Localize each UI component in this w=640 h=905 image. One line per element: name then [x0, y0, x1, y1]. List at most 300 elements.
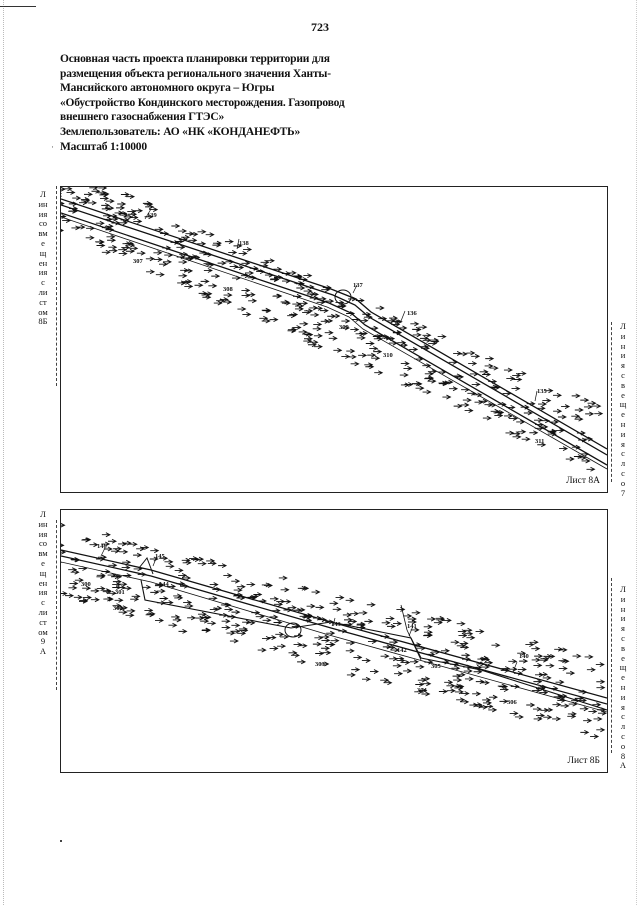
hatch-mark: [313, 327, 321, 331]
hatch-mark: [231, 579, 239, 583]
hatch-mark: [584, 405, 592, 409]
hatch-mark: [416, 386, 424, 390]
hatch-mark: [234, 588, 242, 592]
hatch-mark: [74, 595, 82, 599]
hatch-mark: [512, 373, 520, 377]
hatch-mark: [218, 564, 226, 568]
match-line-fragment: е: [621, 672, 625, 683]
match-line-fragment: с: [41, 597, 45, 608]
point-number-label: 139: [147, 212, 157, 219]
hatch-mark: [522, 437, 530, 441]
vegetation-hatching: [61, 187, 602, 471]
hatch-mark: [510, 711, 518, 715]
hatch-mark: [356, 332, 364, 336]
hatch-mark: [223, 574, 231, 578]
hatch-mark: [243, 248, 251, 252]
hatch-mark: [321, 646, 329, 650]
hatch-mark: [288, 651, 296, 655]
hatch-mark: [353, 655, 361, 659]
hatch-mark: [277, 644, 285, 648]
hatch-mark: [369, 347, 377, 351]
match-line-fragment: Л: [40, 189, 46, 199]
hatch-mark: [329, 336, 337, 340]
pipeline-corridor: [61, 199, 607, 469]
hatch-mark: [184, 269, 192, 273]
match-line-fragment: я: [621, 623, 625, 634]
match-line-fragment: щ: [39, 567, 47, 578]
match-line-fragment: ин: [38, 198, 48, 209]
hatch-mark: [178, 629, 186, 633]
hatch-mark: [511, 387, 519, 391]
hatch-mark: [346, 598, 354, 602]
hatch-mark: [134, 209, 142, 213]
title-line-1: Основная часть проекта планировки территории для: [60, 53, 330, 65]
hatch-mark: [343, 613, 351, 617]
hatch-mark: [568, 712, 576, 716]
point-number-label: 141: [407, 623, 417, 630]
hatch-mark: [312, 590, 320, 594]
hatch-mark: [533, 707, 541, 711]
hatch-mark: [259, 316, 267, 320]
hatch-mark: [553, 409, 561, 413]
scan-speck: [60, 840, 62, 842]
match-line-fragment: е: [41, 557, 45, 568]
hatch-mark: [534, 654, 542, 658]
hatch-mark: [178, 229, 186, 233]
right-match-bar-sheet-8b: [611, 578, 612, 753]
hatch-mark: [460, 700, 468, 704]
point-number-label: 307: [133, 258, 143, 265]
hatch-mark: [313, 322, 321, 326]
hatch-mark: [292, 302, 300, 306]
hatch-mark: [410, 322, 418, 326]
hatch-mark: [575, 408, 583, 412]
hatch-mark: [526, 703, 534, 707]
hatch-mark: [68, 586, 76, 590]
hatch-mark: [107, 235, 115, 239]
land-user-line: Землепользователь: АО «НК «КОНДАНЕФТЬ»: [60, 125, 300, 138]
hatch-mark: [72, 196, 80, 200]
hatch-mark: [196, 616, 204, 620]
point-number-label: 301: [115, 589, 125, 596]
hatch-mark: [69, 581, 77, 585]
match-line-fragment: и: [620, 428, 626, 439]
hatch-mark: [168, 623, 176, 627]
hatch-mark: [454, 404, 462, 408]
hatch-mark: [561, 704, 569, 708]
hatch-mark: [531, 647, 539, 651]
hatch-mark: [357, 336, 365, 340]
match-line-fragment: о: [620, 740, 626, 751]
hatch-mark: [61, 228, 63, 232]
hatch-mark: [214, 301, 222, 305]
point-number-label: 303: [315, 661, 325, 668]
hatch-mark: [206, 233, 214, 237]
hatch-mark: [185, 232, 193, 236]
hatch-mark: [178, 274, 186, 278]
hatch-mark: [61, 591, 67, 595]
hatch-mark: [580, 707, 588, 711]
match-line-fragment: и: [620, 691, 626, 702]
hatch-mark: [466, 636, 474, 640]
hatch-mark: [86, 236, 94, 240]
match-line-fragment: ия: [38, 267, 48, 278]
hatch-mark: [590, 735, 598, 739]
match-line-fragment: с: [621, 467, 625, 478]
hatch-mark: [270, 646, 278, 650]
hatch-mark: [536, 714, 544, 718]
hatch-mark: [362, 677, 370, 681]
hatch-mark: [472, 692, 480, 696]
hatch-mark: [586, 467, 594, 471]
point-number-label: 302: [113, 605, 123, 612]
hatch-mark: [346, 649, 354, 653]
match-line-fragment: щ: [39, 247, 47, 258]
hatch-mark: [231, 610, 239, 614]
hatch-mark: [304, 289, 312, 293]
hatch-mark: [401, 362, 409, 366]
hatch-mark: [262, 319, 270, 323]
point-number-label: 309: [339, 324, 349, 331]
hatch-mark: [200, 619, 208, 623]
hatch-mark: [449, 387, 457, 391]
hatch-mark: [155, 618, 163, 622]
hatch-mark: [596, 680, 604, 684]
page-number: 723: [311, 20, 329, 34]
hatch-mark: [592, 404, 600, 408]
hatch-mark: [580, 730, 588, 734]
hatch-mark: [396, 607, 404, 611]
hatch-mark: [242, 312, 250, 316]
hatch-mark: [416, 665, 424, 669]
sheet-label-8a: Лист 8А: [566, 476, 600, 486]
hatch-mark: [351, 362, 359, 366]
hatch-mark: [133, 553, 141, 557]
document-title-block: [60, 52, 380, 154]
hatch-mark: [316, 605, 324, 609]
hatch-mark: [175, 568, 183, 572]
hatch-mark: [524, 411, 532, 415]
match-line-fragment: с: [621, 448, 625, 459]
hatch-mark: [119, 550, 127, 554]
hatch-mark: [178, 573, 186, 577]
hatch-mark: [111, 549, 119, 553]
match-line-fragment: я: [621, 701, 625, 712]
match-line-fragment: н: [620, 681, 626, 692]
hatch-mark: [247, 583, 255, 587]
hatch-mark: [488, 708, 496, 712]
hatch-mark: [588, 401, 596, 405]
hatch-mark: [164, 560, 172, 564]
hatch-mark: [383, 645, 391, 649]
hatch-mark: [153, 251, 161, 255]
hatch-mark: [423, 390, 431, 394]
hatch-mark: [202, 295, 210, 299]
point-number-label: 305: [431, 663, 441, 670]
hatch-mark: [91, 598, 99, 602]
hatch-mark: [451, 640, 459, 644]
hatch-mark: [559, 447, 567, 451]
hatch-mark: [126, 249, 134, 253]
hatch-mark: [394, 672, 402, 676]
hatch-mark: [456, 698, 464, 702]
hatch-mark: [393, 664, 401, 668]
point-number-label: 146: [97, 543, 107, 550]
hatch-mark: [367, 603, 375, 607]
hatch-mark: [174, 596, 182, 600]
hatch-mark: [281, 588, 289, 592]
hatch-mark: [156, 273, 164, 277]
map-sheet-8b: [60, 509, 608, 773]
hatch-mark: [101, 203, 109, 207]
hatch-mark: [566, 671, 574, 675]
match-line-fragment: с: [621, 730, 625, 741]
hatch-mark: [538, 402, 546, 406]
hatch-mark: [438, 335, 446, 339]
hatch-mark: [380, 678, 388, 682]
hatch-mark: [282, 600, 290, 604]
match-line-fragment: ли: [38, 606, 48, 617]
hatch-mark: [118, 582, 126, 586]
title-line-2: размещения объекта регионального значения Ханты-: [60, 67, 331, 80]
hatch-mark: [121, 193, 129, 197]
hatch-mark: [573, 654, 581, 658]
hatch-mark: [61, 543, 64, 547]
match-line-fragment: щ: [619, 399, 627, 410]
match-line-fragment: н: [620, 603, 626, 614]
hatch-mark: [446, 684, 454, 688]
hatch-mark: [137, 251, 145, 255]
hatch-mark: [303, 274, 311, 278]
match-line-fragment: щ: [619, 662, 627, 673]
hatch-mark: [133, 219, 141, 223]
match-line-fragment: л: [620, 458, 626, 469]
hatch-mark: [513, 377, 521, 381]
hatch-mark: [442, 395, 450, 399]
hatch-mark: [309, 306, 317, 310]
hatch-mark: [171, 224, 179, 228]
map-sheet-8a: [60, 186, 608, 493]
hatch-mark: [572, 394, 580, 398]
hatch-mark: [154, 258, 162, 262]
hatch-mark: [211, 274, 219, 278]
hatch-mark: [189, 232, 197, 236]
hatch-mark: [554, 647, 562, 651]
match-line-fragment: вм: [38, 548, 48, 559]
hatch-mark: [225, 240, 233, 244]
title-line-3: Мансийского автономного округа – Югры: [60, 82, 275, 95]
hatch-mark: [596, 663, 604, 667]
hatch-mark: [237, 307, 245, 311]
hatch-mark: [585, 412, 593, 416]
hatch-mark: [297, 660, 305, 664]
match-line-fragment: 9: [40, 636, 46, 647]
point-number-label: 304: [417, 687, 427, 694]
hatch-mark: [559, 667, 567, 671]
point-number-label: 140: [519, 653, 529, 660]
hatch-mark: [179, 260, 187, 264]
hatch-mark: [358, 353, 366, 357]
hatch-mark: [393, 622, 401, 626]
point-number-label: 135: [537, 388, 547, 395]
point-number-label: 143: [331, 621, 341, 628]
hatch-mark: [333, 348, 341, 352]
hatch-mark: [91, 589, 99, 593]
hatch-mark: [208, 284, 216, 288]
match-line-fragment: с: [41, 277, 45, 288]
match-line-fragment: Л: [40, 509, 46, 519]
hatch-mark: [275, 632, 283, 636]
match-line-fragment: с: [621, 632, 625, 643]
scan-corner-mark: [0, 0, 36, 7]
hatch-mark: [546, 664, 554, 668]
match-line-fragment: и: [620, 593, 626, 604]
hatch-mark: [270, 318, 278, 322]
hatch-mark: [347, 673, 355, 677]
hatch-mark: [270, 597, 278, 601]
hatch-mark: [108, 245, 116, 249]
hatch-mark: [241, 288, 249, 292]
hatch-mark: [389, 640, 397, 644]
hatch-mark: [160, 597, 168, 601]
hatch-mark: [117, 202, 125, 206]
match-line-fragment: о: [620, 477, 626, 488]
match-line-fragment: ом: [38, 626, 48, 637]
hatch-mark: [525, 643, 533, 647]
point-number-label: 136: [407, 310, 417, 317]
hatch-mark: [127, 609, 135, 613]
hatch-mark: [115, 598, 123, 602]
hatch-mark: [314, 334, 322, 338]
hatch-mark: [180, 268, 188, 272]
sheet-label-8b: Лист 8Б: [567, 756, 600, 766]
hatch-mark: [596, 728, 604, 732]
hatch-mark: [108, 539, 116, 543]
hatch-mark: [341, 319, 349, 323]
point-number-label: 311: [535, 438, 545, 445]
map-drawing-8a: [61, 187, 607, 492]
hatch-mark: [465, 409, 473, 413]
hatch-mark: [482, 698, 490, 702]
scale-line: Масштаб 1:10000: [60, 140, 147, 153]
hatch-mark: [313, 642, 321, 646]
hatch-mark: [351, 668, 359, 672]
hatch-mark: [122, 566, 130, 570]
hatch-mark: [119, 252, 127, 256]
hatch-mark: [166, 564, 174, 568]
hatch-mark: [587, 668, 595, 672]
match-line-fragment: в: [620, 379, 625, 390]
hatch-mark: [142, 585, 150, 589]
point-number-label: 144: [159, 581, 169, 588]
hatch-mark: [542, 399, 550, 403]
hatch-mark: [146, 270, 154, 274]
hatch-mark: [65, 594, 73, 598]
match-line-fragment: со: [38, 218, 48, 229]
match-line-fragment: и: [620, 330, 626, 341]
map-drawing-8b: [61, 510, 607, 772]
match-line-fragment: А: [39, 646, 47, 657]
match-line-fragment: е: [41, 237, 45, 248]
match-line-fragment: 8Б: [38, 316, 48, 327]
hatch-mark: [583, 719, 591, 723]
match-line-fragment: ст: [39, 616, 47, 627]
hatch-mark: [299, 322, 307, 326]
hatch-mark: [465, 677, 473, 681]
hatch-mark: [594, 717, 602, 721]
hatch-mark: [427, 617, 435, 621]
hatch-mark: [508, 659, 516, 663]
hatch-mark: [310, 313, 318, 317]
hatch-mark: [461, 388, 469, 392]
hatch-mark: [210, 583, 218, 587]
hatch-mark: [504, 368, 512, 372]
hatch-mark: [566, 457, 574, 461]
match-line-fragment: в: [620, 642, 625, 653]
hatch-mark: [279, 576, 287, 580]
hatch-mark: [346, 349, 354, 353]
hatch-mark: [333, 607, 341, 611]
hatch-mark: [367, 353, 375, 357]
hatch-mark: [483, 416, 491, 420]
hatch-mark: [230, 639, 238, 643]
hatch-mark: [116, 206, 124, 210]
left-match-line-sheet-8a: [34, 190, 52, 327]
hatch-mark: [228, 250, 236, 254]
hatch-mark: [382, 621, 390, 625]
hatch-mark: [314, 636, 322, 640]
hatch-mark: [350, 328, 358, 332]
hatch-mark: [331, 639, 339, 643]
hatch-mark: [485, 364, 493, 368]
hatch-mark: [126, 613, 134, 617]
hatch-mark: [274, 621, 282, 625]
hatch-mark: [466, 351, 474, 355]
right-match-bar-sheet-8a: [611, 322, 612, 482]
hatch-mark: [106, 199, 114, 203]
hatch-mark: [296, 286, 304, 290]
point-number-label: 310: [383, 352, 393, 359]
hatch-mark: [307, 604, 315, 608]
hatch-mark: [262, 636, 270, 640]
match-line-fragment: е: [621, 409, 625, 420]
match-line-fragment: ли: [38, 286, 48, 297]
hatch-mark: [543, 676, 551, 680]
hatch-mark: [561, 405, 569, 409]
hatch-mark: [222, 619, 230, 623]
bullet-mark: ·: [51, 142, 54, 152]
title-line-5: внешнего газоснабжения ГТЭС»: [60, 111, 225, 124]
hatch-mark: [518, 667, 526, 671]
hatch-mark: [580, 398, 588, 402]
hatch-mark: [571, 414, 579, 418]
pipeline-corridor: [61, 550, 607, 712]
match-line-fragment: л: [620, 721, 626, 732]
hatch-mark: [146, 257, 154, 261]
leader-lines: [101, 548, 517, 672]
hatch-mark: [471, 354, 479, 358]
left-match-line-sheet-8b: [34, 510, 52, 657]
hatch-mark: [457, 622, 465, 626]
point-number-label: 300: [81, 581, 91, 588]
hatch-mark: [370, 670, 378, 674]
hatch-mark: [596, 686, 604, 690]
hatch-mark: [315, 652, 323, 656]
hatch-mark: [485, 357, 493, 361]
hatch-mark: [187, 616, 195, 620]
match-line-fragment: с: [621, 369, 625, 380]
hatch-mark: [447, 689, 455, 693]
